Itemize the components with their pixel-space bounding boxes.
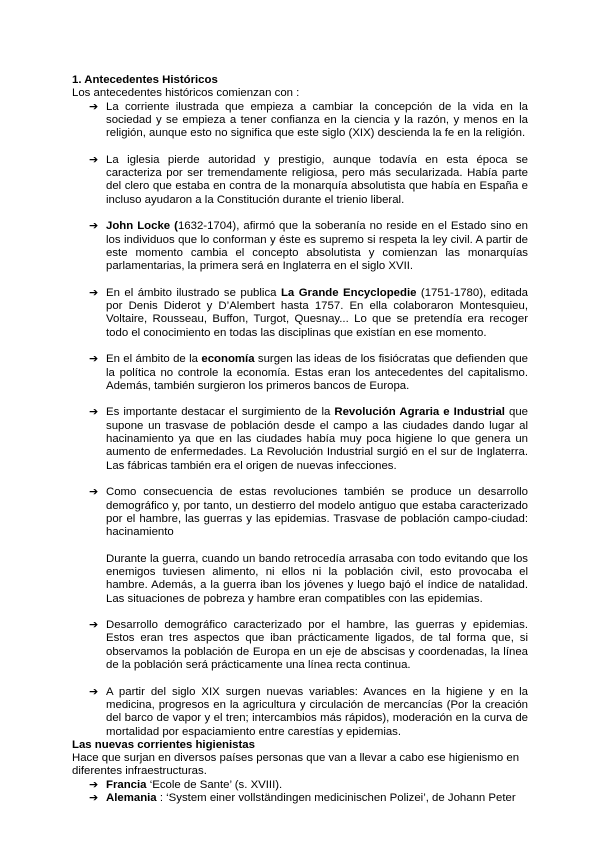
list-item (72, 406, 528, 472)
list-item-bold: Francia (106, 778, 147, 791)
list-item-text: Como consecuencia de estas revoluciones también se produce un desarrollo demográfico y, por tanto, un destierro del modelo antiguo que estaba caracterizado por el hambre, las guerras y las epidemias. Trasvase de población campo-ciudad: hacinamiento (106, 486, 528, 539)
list-item (72, 220, 528, 273)
list-item (72, 486, 528, 606)
arrow-bullet-icon: ➔ (89, 220, 99, 233)
arrow-bullet-icon: ➔ (89, 353, 99, 366)
section-heading-antecedentes: 1. Antecedentes Históricos (72, 74, 218, 86)
list-item-bold: John Locke ( (106, 220, 178, 233)
arrow-bullet-icon: ➔ (89, 486, 99, 499)
list-item-text: La corriente ilustrada que empieza a cambiar la concepción de la vida en la sociedad y se empieza a tener confianza en la ciencia y la razón, y menos en la religión, aunque esto no significa que este siglo (XIX) descienda la fe en la religión. (106, 100, 528, 140)
antecedentes-list (72, 101, 528, 739)
list-item-pre: En el ámbito de la (106, 353, 202, 366)
list-item (72, 287, 528, 340)
list-item-text: ‘Ecole de Sante’ (s. XVIII). (146, 778, 283, 791)
list-item (72, 792, 528, 805)
document-content (72, 74, 528, 805)
section-heading-higienistas: Las nuevas corrientes higienistas (72, 738, 255, 751)
list-item (72, 686, 528, 739)
arrow-bullet-icon: ➔ (89, 685, 99, 698)
list-item (72, 154, 528, 207)
list-item-text: Desarrollo demográfico caracterizado por el hambre, las guerras y epidemias. Estos eran tres aspectos que iban prácticamente ligados, de tal forma que, si observamos la población de Europa en un eje de abscisas y coordenadas, la línea de la población será prácticamente una línea recta continua. (106, 619, 528, 672)
arrow-bullet-icon: ➔ (89, 778, 99, 791)
section-intro: Hace que surjan en diversos países personas que van a llevar a cabo ese higienismo en diferentes infraestructuras. (72, 752, 520, 778)
list-item-text: 1632-1704), afirmó que la soberanía no reside en el Estado sino en los individuos que lo conforman y éste es supremo si respeta la ley civil. A partir de este momento cambia el concepto absolutista y comienzan las monarquías parlamentarias, la primera será en Inglaterra en el siglo XVII. (106, 220, 528, 273)
arrow-bullet-icon: ➔ (89, 286, 99, 299)
arrow-bullet-icon: ➔ (89, 100, 99, 113)
list-item-text: surgen las ideas de los fisiócratas que defienden que la política no controle la economía. Estas eran los antecedentes del capitalismo. Además, también surgieron los primeros bancos de Europa. (106, 353, 528, 392)
list-item-text: A partir del siglo XIX surgen nuevas variables: Avances en la higiene y en la medicina, progresos en la agricultura y circulación de mercancías (Por la creación del barco de vapor y el tren; intercambios más rápidos), moderación en la curva de mortalidad por espaciamiento entre carestías y epidemias. (106, 685, 528, 738)
arrow-bullet-icon: ➔ (89, 406, 99, 419)
list-item (72, 619, 528, 672)
list-item-bold: Alemania (106, 792, 157, 805)
list-item-subparagraph: Durante la guerra, cuando un bando retrocedía arrasaba con todo evitando que los enemigos tuviesen alimento, ni ellos ni la población civil, esto provocaba el hambre. Además, a la guerra iban los jóvenes y luego bajó el índice de natalidad. Las situaciones de pobreza y hambre eran compatibles con las epidemias. (106, 552, 528, 605)
list-item (72, 101, 528, 141)
list-item (72, 779, 528, 792)
list-item-pre: En el ámbito ilustrado se publica (106, 286, 281, 299)
list-item-bold: Revolución Agraria e Industrial (334, 406, 505, 419)
list-item-bold: economía (201, 353, 255, 366)
list-item-text: que supone un trasvase de población desde el campo a las ciudades dando lugar al hacinamiento ya que en las ciudades había muy poca higiene lo que genera un aumento de enfermedades. La Revolución Industrial surgió en el sur de Inglaterra. Las fábricas también era el origen de nuevas infecciones. (106, 406, 528, 472)
arrow-bullet-icon: ➔ (89, 153, 99, 166)
list-item-text: La iglesia pierde autoridad y prestigio, aunque todavía en esta época se caracteriza por ser tremendamente religiosa, pero más secularizada. Había parte del clero que estaba en contra de la monarquía absolutista que había en España e incluso ayudaron a la Constitución durante el trienio liberal. (106, 153, 528, 206)
list-item-bold: La Grande Encyclopedie (280, 286, 417, 299)
list-item-pre: Es importante destacar el surgimiento de la (106, 406, 335, 419)
section-intro: Los antecedentes históricos comienzan con : (72, 87, 300, 100)
list-item-text: : ‘System einer vollständingen medicinischen Polizei’, de Johann Peter (156, 792, 516, 805)
arrow-bullet-icon: ➔ (89, 792, 99, 805)
list-item-text: (1751-1780), editada por Denis Diderot y D’Alembert hasta 1757. En ella colaboraron Montesquieu, Voltaire, Rousseau, Buffon, Turgot, Quesnay... Lo que se pretendía era recoger todo el conocimiento en todas las disciplinas que existían en ese momento. (106, 286, 528, 339)
higienistas-list (72, 779, 528, 806)
list-item (72, 353, 528, 393)
arrow-bullet-icon: ➔ (89, 619, 99, 632)
